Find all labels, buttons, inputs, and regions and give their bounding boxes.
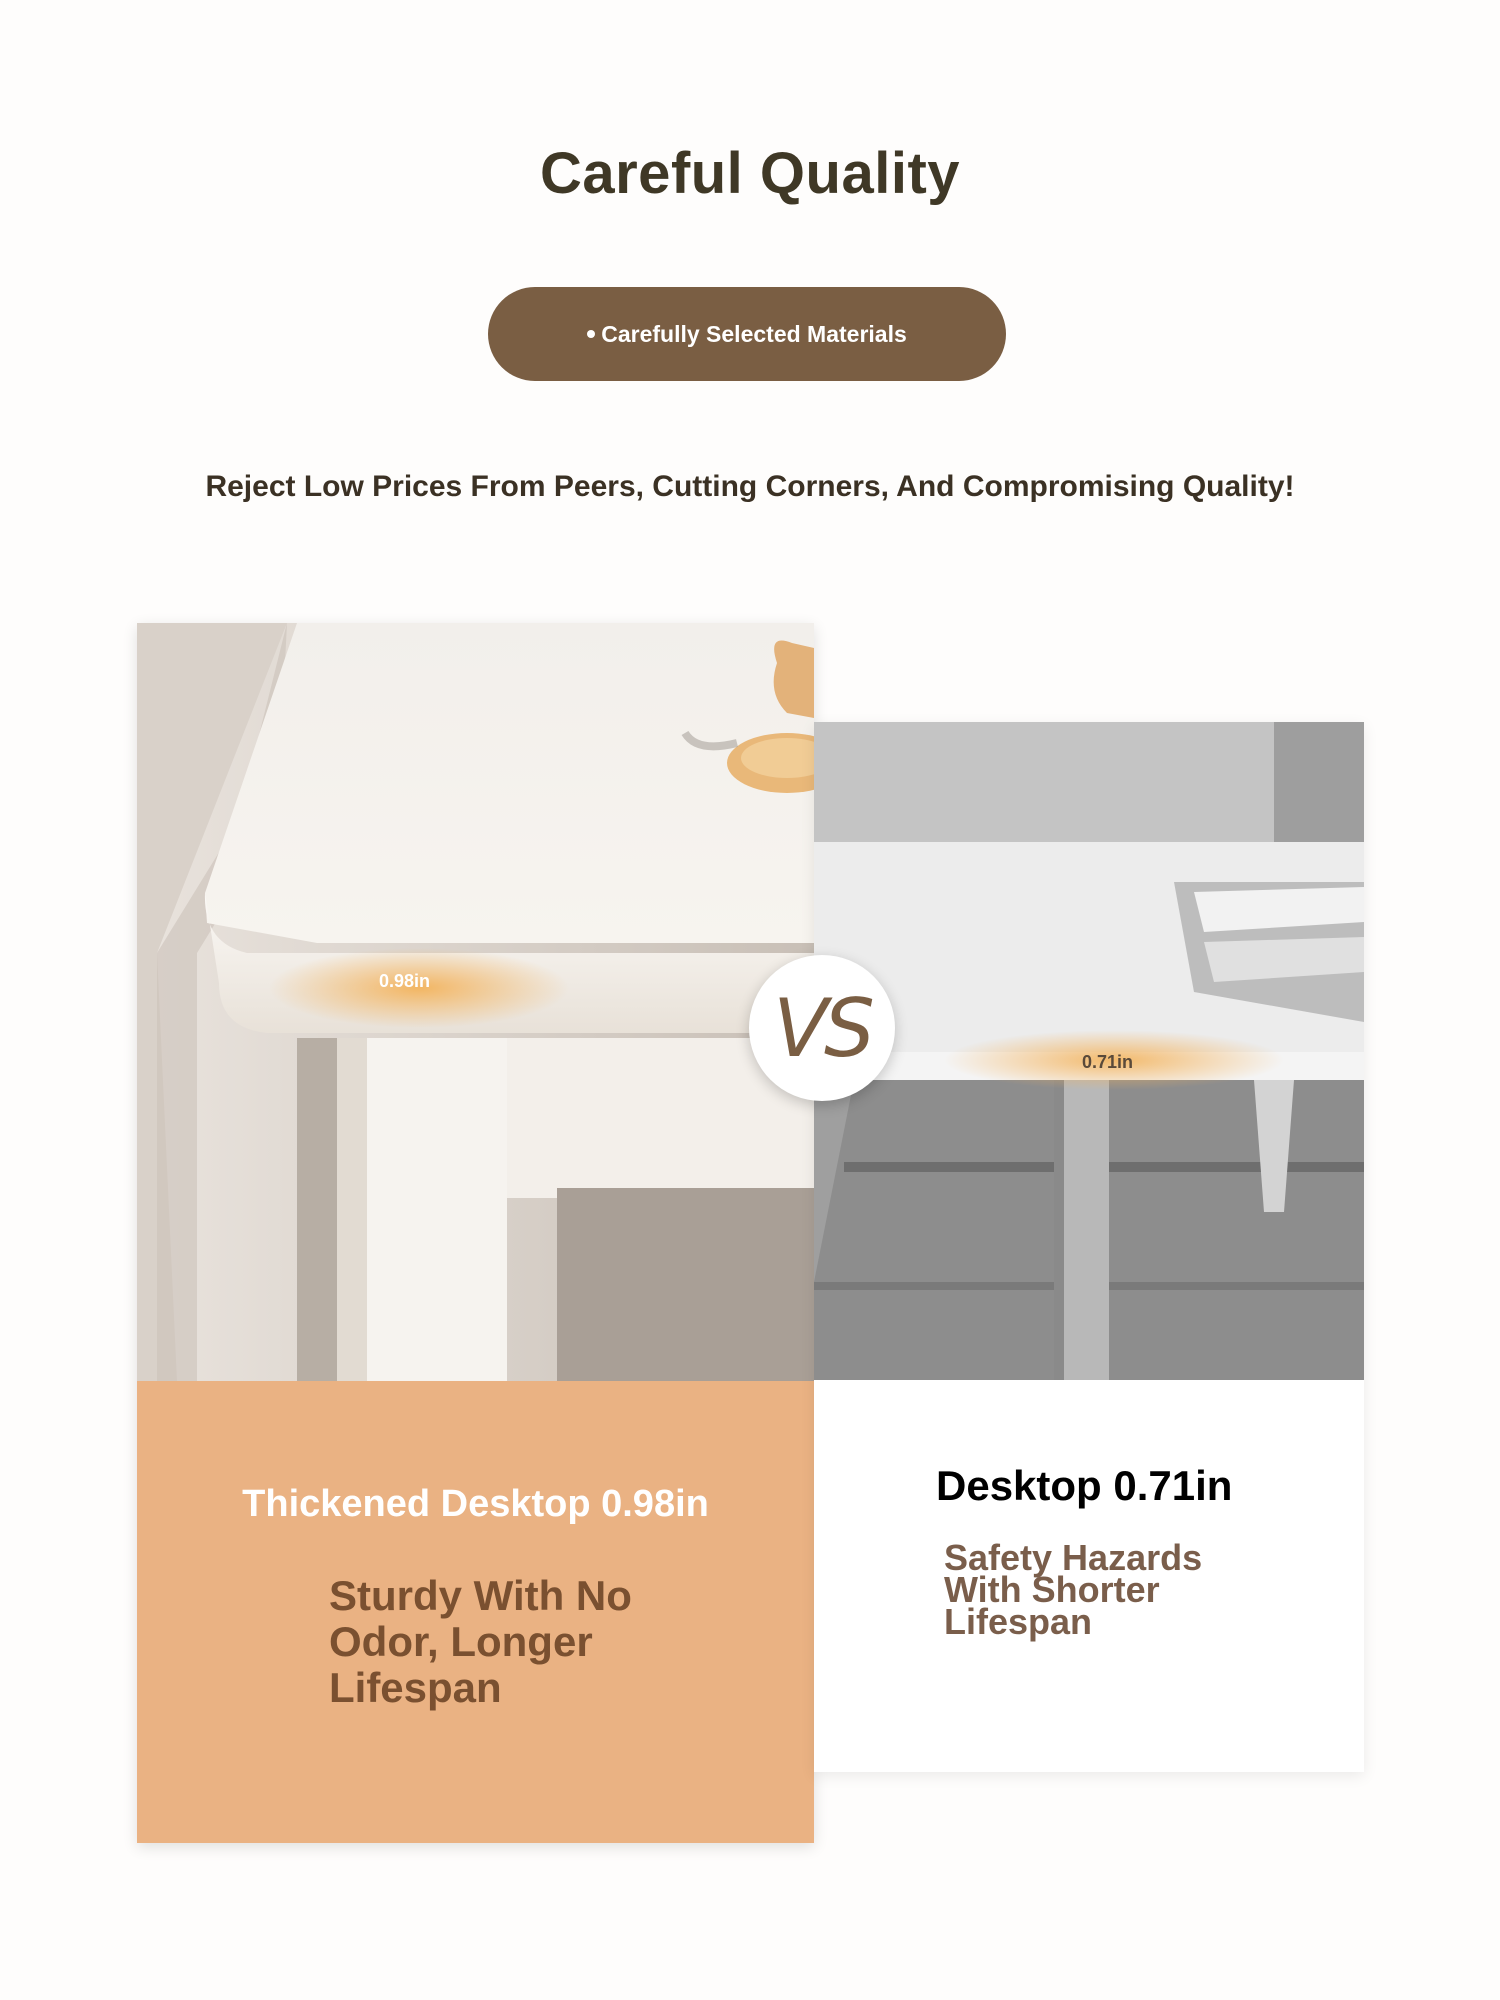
standard-desktop-drawbacks: Safety Hazards With Shorter Lifespan — [944, 1537, 1203, 1642]
standard-desktop-headline: Desktop 0.71in — [936, 1462, 1233, 1509]
thick-desktop-photo — [137, 623, 814, 1381]
thick-desktop-illustration — [137, 623, 814, 1381]
vs-badge: VS — [749, 955, 895, 1101]
standard-desktop-card — [814, 722, 1364, 1772]
bullet-icon — [587, 330, 595, 338]
materials-badge-label: Carefully Selected Materials — [601, 320, 907, 347]
materials-badge — [488, 287, 1006, 381]
standard-desktop-photo — [814, 722, 1364, 1380]
thick-desktop-headline: Thickened Desktop 0.98in — [242, 1483, 709, 1525]
thick-desktop-benefits: Sturdy With No Odor, Longer Lifespan — [329, 1572, 632, 1711]
standard-desktop-measurement: 0.71in — [1082, 1052, 1134, 1072]
page-title: Careful Quality — [539, 141, 961, 206]
thick-desktop-measurement: 0.98in — [379, 971, 431, 991]
standard-desktop-illustration — [814, 722, 1364, 1380]
thick-desktop-card — [137, 623, 814, 1843]
slogan-text: Reject Low Prices From Peers, Cutting Corners, And Compromising Quality! — [205, 470, 1295, 503]
